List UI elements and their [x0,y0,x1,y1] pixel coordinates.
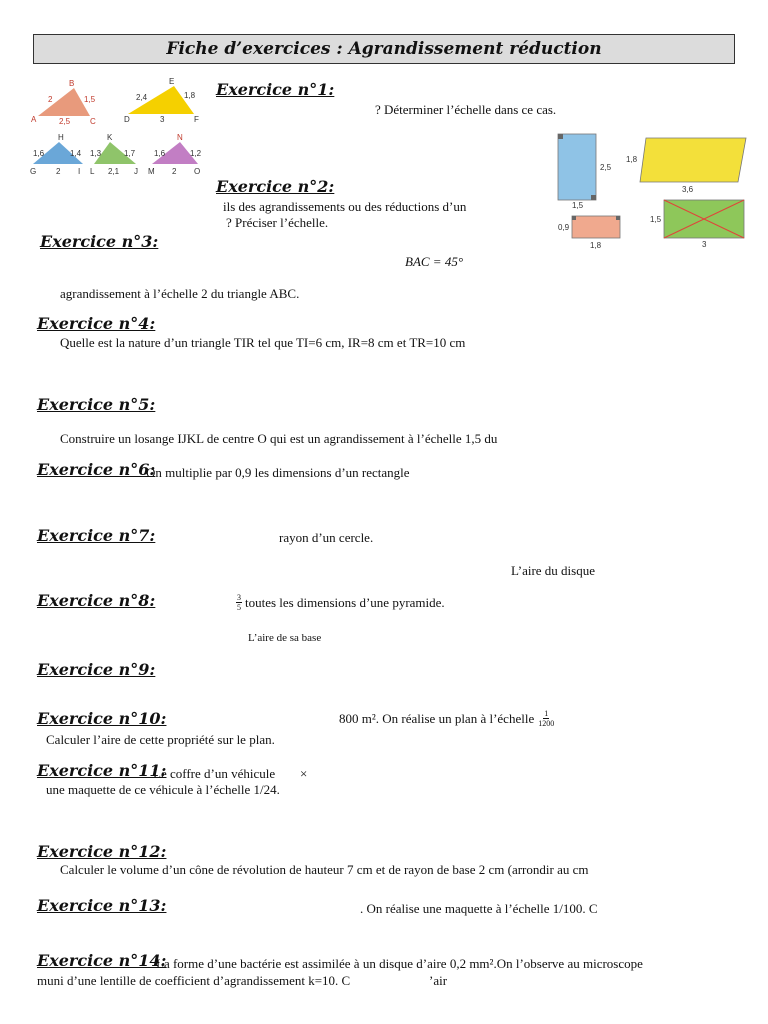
fig1-label-3: 3 [160,115,165,124]
exercise-12-text: Calculer le volume d’un cône de révolution de hauteur 7 cm et de rayon de base 2 cm (arrondir au cm [60,862,589,877]
exercise-10-text-1: 800 m². On réalise un plan à l’échelle [339,710,535,726]
exercise-14-text-1: La forme d’une bactérie est assimilée à un disque d’aire 0,2 mm².On l’observe au microscope [156,956,643,971]
fig1-label-16a: 1,6 [33,149,45,158]
fig1-label-m: M [148,167,155,176]
fig1-label-2: 2 [48,95,53,104]
exercise-10-text-2: Calculer l’aire de cette propriété sur le plan. [46,732,275,747]
corner-mark [616,216,620,220]
exercise-8-frac-num: 3 [237,593,241,602]
exercise-6-heading: Exercice n°6: [37,460,156,479]
fig1-label-25: 2,5 [59,117,71,126]
parallelogram-yellow [640,138,746,182]
exercise-13-text: . On réalise une maquette à l’échelle 1/100. C [360,901,598,916]
corner-mark [558,134,563,139]
fig1-label-21: 2,1 [108,167,120,176]
exercise-9-heading: Exercice n°9: [37,660,156,679]
fig1-label-c: C [90,117,96,126]
exercise-7-heading: Exercice n°7: [37,526,156,545]
exercise-6-text: On multiplie par 0,9 les dimensions d’un rectangle [146,465,410,480]
exercise-2-heading: Exercice n°2: [216,177,335,196]
exercise-4-heading: Exercice n°4: [37,314,156,333]
fig2-label-25: 2,5 [600,163,612,172]
exercise-1-text: ? Déterminer l’échelle dans ce cas. [375,102,557,117]
fig1-label-16b: 1,6 [154,149,166,158]
fig1-label-n: N [177,133,183,142]
fig1-label-12: 1,2 [190,149,202,158]
fig1-label-b: B [69,79,75,88]
exercise-5-heading: Exercice n°5: [37,395,156,414]
exercise-14-heading: Exercice n°14: [37,951,167,970]
page-title-box [33,34,735,64]
fig1-label-a: A [31,115,37,124]
exercise-3-angle-formula: BAC = 45° [405,254,464,269]
rect-salmon [572,216,620,238]
fig1-label-d: D [124,115,130,124]
fig2-label-3: 3 [702,240,707,249]
exercise-11-text-2: une maquette de ce véhicule à l’échelle 1/24. [46,782,280,797]
fig2-label-15a: 1,5 [572,201,584,210]
fig1-label-2c: 2 [172,167,177,176]
exercise-3-heading: Exercice n°3: [40,232,159,251]
fig2-label-36: 3,6 [682,185,694,194]
exercise-14-text-2: muni d’une lentille de coefficient d’agrandissement k=10. C [37,973,351,988]
exercise-8-text-2: L’aire de sa base [248,632,322,644]
triangles-figure [28,74,212,178]
exercise-8-line [236,593,445,612]
fig1-label-2b: 2 [56,167,61,176]
exercise-2-text-1: ils des agrandissements ou des réductions d’un [223,199,467,214]
exercise-4-text: Quelle est la nature d’un triangle TIR tel que TI=6 cm, IR=8 cm et TR=10 cm [60,335,466,350]
fig1-label-i: I [78,167,81,176]
exercise-1-heading: Exercice n°1: [216,80,335,99]
corner-mark [572,216,576,220]
exercise-12-heading: Exercice n°12: [37,842,167,861]
fig1-label-f: F [194,115,199,124]
corner-mark [591,195,596,200]
exercise-8-fraction [236,593,242,612]
fig2-label-09: 0,9 [558,223,570,232]
exercise-8-frac-den: 5 [237,603,241,612]
exercise-10-line [339,709,554,728]
fig1-label-j: J [134,167,138,176]
exercise-10-frac-den: 1200 [538,719,555,728]
exercise-5-text: Construire un losange IJKL de centre O qui est un agrandissement à l’échelle 1,5 du [60,431,498,446]
rect-blue [558,134,596,200]
fig1-label-24: 2,4 [136,93,148,102]
page-title: Fiche d’exercices : Agrandissement réduction [166,39,602,59]
exercise-8-heading: Exercice n°8: [37,591,156,610]
exercise-14-text-3: ’air [429,973,448,988]
triangle-abc [38,88,90,116]
exercise-10-heading: Exercice n°10: [37,709,167,728]
exercise-3-text: agrandissement à l’échelle 2 du triangle ABC. [60,286,300,301]
exercise-7-text-2: L’aire du disque [511,563,595,578]
exercise-10-fraction [538,709,554,728]
exercise-8-text-1: toutes les dimensions d’une pyramide. [245,594,445,610]
exercise-11-multiply-symbol: × [300,766,308,781]
fig1-label-h: H [58,133,64,142]
fig2-label-18a: 1,8 [626,155,638,164]
fig1-label-14: 1,4 [70,149,82,158]
fig1-label-e: E [169,77,175,86]
exercise-13-heading: Exercice n°13: [37,896,167,915]
fig1-label-g: G [30,167,37,176]
exercise-2-text-2: ? Préciser l’échelle. [226,215,329,230]
exercise-11-text-1: Le coffre d’un véhicule [153,766,276,781]
exercise-11-heading: Exercice n°11: [37,761,167,780]
fig1-label-l: L [90,167,95,176]
fig1-label-k: K [107,133,113,142]
fig1-label-17: 1,7 [124,149,136,158]
fig1-label-13: 1,3 [90,149,102,158]
fig2-label-18b: 1,8 [590,241,602,250]
exercise-7-text-1: rayon d’un cercle. [279,530,374,545]
fig1-label-15: 1,5 [84,95,96,104]
rectangles-figure [556,128,756,250]
fig1-label-18: 1,8 [184,91,196,100]
fig1-label-o: O [194,167,201,176]
exercise-10-frac-num: 1 [544,709,549,718]
fig2-label-15b: 1,5 [650,215,662,224]
